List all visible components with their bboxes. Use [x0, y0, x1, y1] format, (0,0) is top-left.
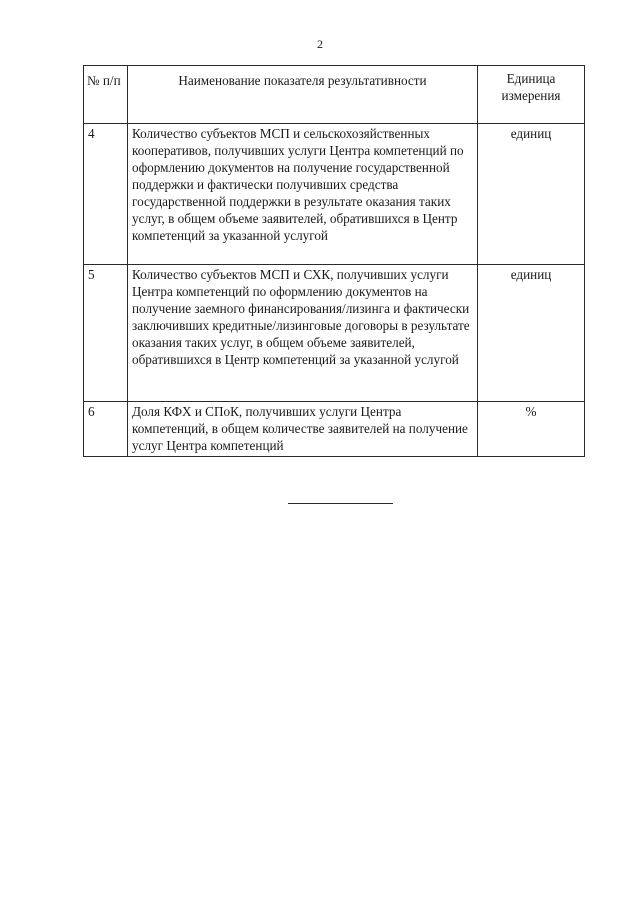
closing-rule-line: [288, 503, 393, 504]
row-number: 4: [84, 124, 128, 265]
header-unit: Единица измерения: [478, 66, 585, 124]
row-unit: единиц: [478, 124, 585, 265]
table-row: [84, 124, 585, 265]
table-header-row: [84, 66, 585, 124]
page-number: 2: [317, 37, 323, 51]
row-unit: единиц: [478, 265, 585, 402]
indicators-table: [83, 65, 585, 457]
row-indicator-name: Количество субъектов МСП и сельскохозяйственных кооперативов, получивших услуги Центра компетенций по оформлению документов на получение государственной поддержки и фактически получивших средства государственной поддержки в результате оказания таких услуг, в общем объеме заявителей, обратившихся в Центр компетенций за указанной услугой: [128, 124, 478, 265]
table-row: [84, 265, 585, 402]
table-row: [84, 402, 585, 457]
row-number: 5: [84, 265, 128, 402]
header-number: № п/п: [84, 66, 128, 124]
table-header: [84, 66, 585, 124]
table-body: [84, 124, 585, 457]
row-number: 6: [84, 402, 128, 457]
row-indicator-name: Доля КФХ и СПоК, получивших услуги Центра компетенций, в общем количестве заявителей на получение услуг Центра компетенций: [128, 402, 478, 457]
header-indicator-name: Наименование показателя результативности: [128, 66, 478, 124]
row-unit: %: [478, 402, 585, 457]
row-indicator-name: Количество субъектов МСП и СХК, получивших услуги Центра компетенций по оформлению документов на получение заемного финансирования/лизинга и фактически заключивших кредитные/лизинговые договоры в результате оказания таких услуг, в общем объеме заявителей, обратившихся в Центр компетенций за указанной услугой: [128, 265, 478, 402]
